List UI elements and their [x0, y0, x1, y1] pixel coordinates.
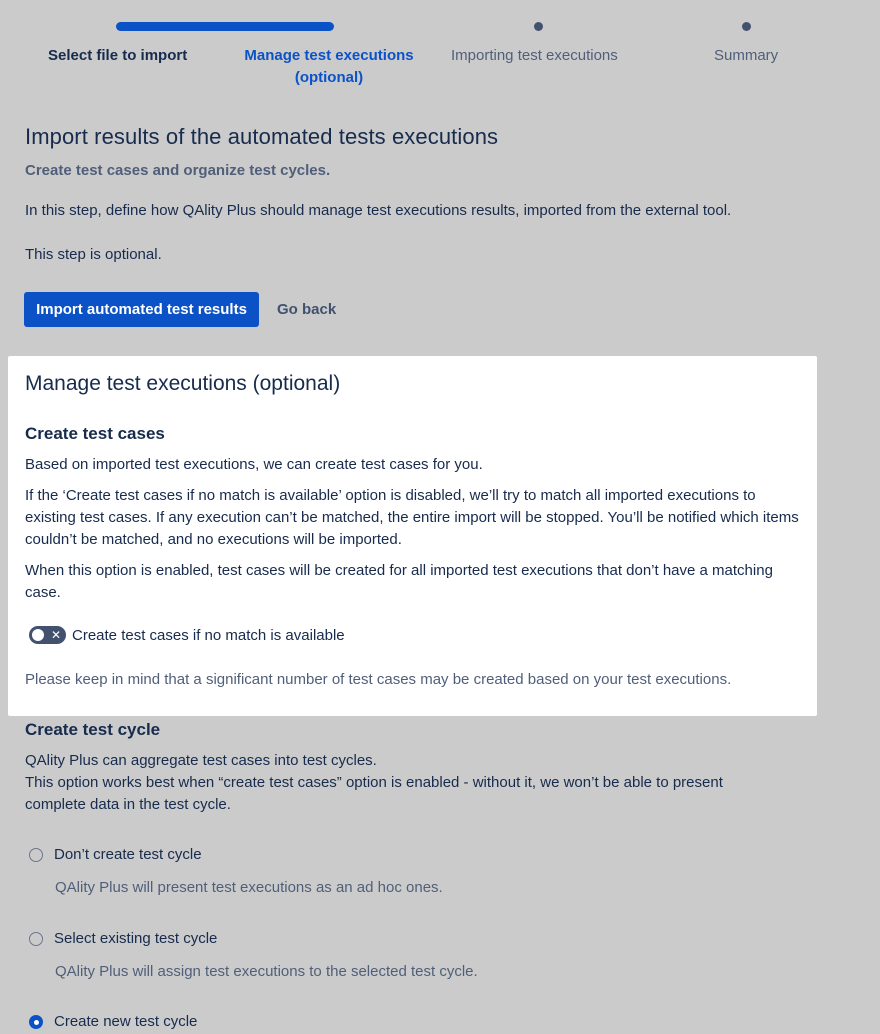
- optional-note: This step is optional.: [25, 246, 162, 263]
- step-label-line2: (optional): [294, 69, 364, 86]
- cycle-line-2: This option works best when “create test cases” option is enabled - without it, we won’t be able to present complete data in the test cycle.: [25, 774, 723, 813]
- cycle-line-1: QAlity Plus can aggregate test cases into test cycles.: [25, 752, 377, 769]
- radio-create-new-cycle[interactable]: [29, 1013, 197, 1030]
- page-title: Import results of the automated tests executions: [25, 124, 499, 149]
- step-label: Select file to import: [48, 47, 188, 64]
- section-title-create-test-cycle: Create test cycle: [25, 720, 161, 739]
- radio-button[interactable]: [29, 848, 43, 862]
- step-progress-bar: [116, 22, 334, 31]
- create-test-cases-toggle-row[interactable]: [29, 626, 345, 644]
- toggle-label: Create test cases if no match is available: [72, 626, 345, 644]
- create-test-cases-toggle[interactable]: [29, 626, 66, 644]
- radio-label: Don’t create test cycle: [54, 846, 202, 863]
- go-back-button[interactable]: Go back: [268, 292, 345, 327]
- step-label-line1: Manage test executions: [244, 47, 414, 64]
- radio-label: Select existing test cycle: [54, 930, 218, 947]
- panel-paragraph-1: Based on imported test executions, we can create test cases for you.: [25, 456, 483, 473]
- step-dot: [534, 22, 543, 31]
- step-description: In this step, define how QAlity Plus should manage test executions results, imported from the external tool.: [25, 202, 732, 219]
- radio-select-existing-cycle[interactable]: [29, 930, 217, 947]
- step-dot: [742, 22, 751, 31]
- radio-description: QAlity Plus will present test executions as an ad hoc ones.: [55, 879, 443, 896]
- import-results-button[interactable]: Import automated test results: [24, 292, 259, 327]
- panel-paragraph-3: When this option is enabled, test cases will be created for all imported test executions that don’t have a matching case.: [25, 562, 773, 601]
- page-subtitle: Create test cases and organize test cycles.: [25, 162, 331, 179]
- radio-button[interactable]: [29, 1015, 43, 1029]
- close-icon: ✕: [50, 628, 61, 642]
- radio-label: Create new test cycle: [54, 1013, 198, 1030]
- radio-button[interactable]: [29, 932, 43, 946]
- step-label: [243, 45, 415, 89]
- toggle-knob: [32, 629, 44, 641]
- panel-note: Please keep in mind that a significant number of test cases may be created based on your test executions.: [25, 671, 732, 688]
- manage-executions-panel: [8, 356, 817, 716]
- radio-dont-create-cycle[interactable]: [29, 846, 202, 863]
- panel-paragraph-2: If the ‘Create test cases if no match is available’ option is disabled, we’ll try to match all imported executions to existing test cases. If any execution can’t be matched, the entire import will be stopped. You’ll be notified which items couldn’t be matched, and no executions will be imported.: [25, 487, 799, 548]
- section-title-create-test-cases: Create test cases: [25, 424, 165, 443]
- radio-description: QAlity Plus will assign test executions to the selected test cycle.: [55, 963, 478, 980]
- panel-title: Manage test executions (optional): [25, 372, 341, 395]
- step-label: Importing test executions: [451, 47, 618, 64]
- import-stepper: [0, 0, 880, 100]
- step-label: Summary: [714, 47, 779, 64]
